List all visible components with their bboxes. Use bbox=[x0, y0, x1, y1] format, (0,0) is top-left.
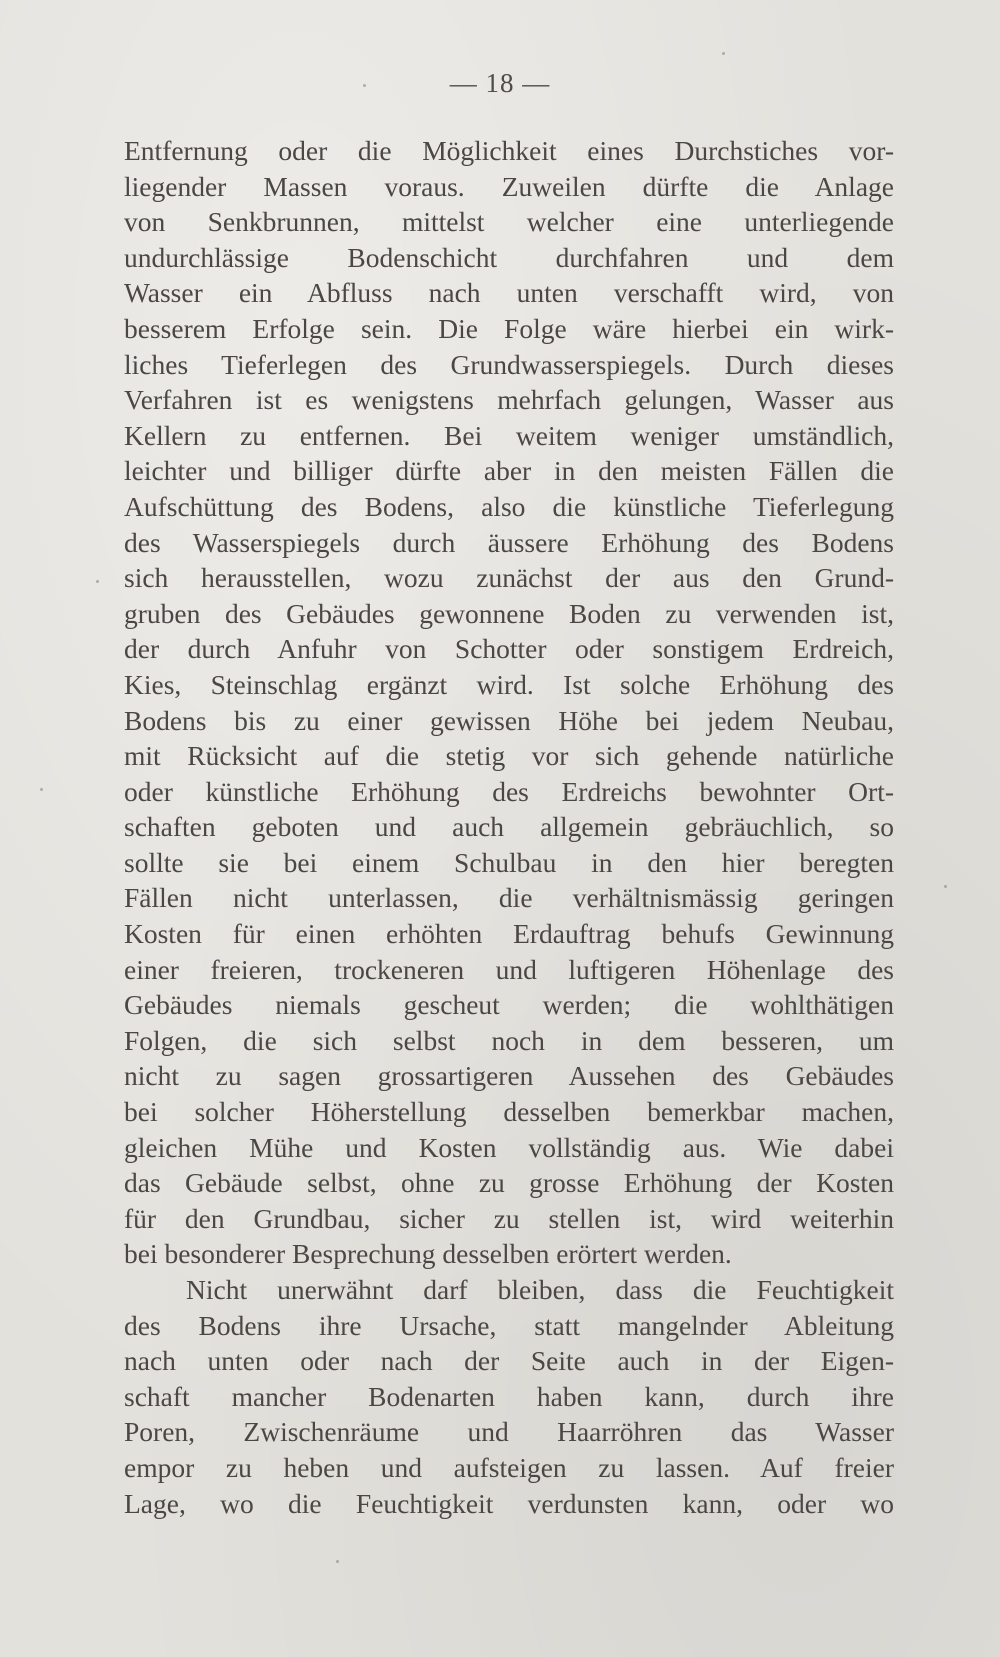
text-line: liegender Massen voraus. Zuweilen dürfte die Anlage bbox=[124, 170, 894, 202]
text-line: Kosten für einen erhöhten Erdauftrag behufs Gewinnung bbox=[124, 918, 894, 950]
text-line: von Senkbrunnen, mittelst welcher eine unterliegende bbox=[124, 206, 894, 238]
text-line: Poren, Zwischenräume und Haarröhren das Wasser bbox=[124, 1416, 894, 1448]
body-text bbox=[124, 133, 894, 1521]
text-line: schaft mancher Bodenarten haben kann, durch ihre bbox=[124, 1380, 894, 1412]
text-line: des Bodens ihre Ursache, statt mangelnder Ableitung bbox=[124, 1309, 894, 1341]
text-line: gleichen Mühe und Kosten vollständig aus. Wie dabei bbox=[124, 1131, 894, 1163]
text-line: besserem Erfolge sein. Die Folge wäre hierbei ein wirk- bbox=[124, 312, 894, 344]
text-line: sich herausstellen, wozu zunächst der aus den Grund- bbox=[124, 562, 894, 594]
text-line: Wasser ein Abfluss nach unten verschafft wird, von bbox=[124, 277, 894, 309]
paper-speck bbox=[96, 580, 99, 583]
text-line: empor zu heben und aufsteigen zu lassen. Auf freier bbox=[124, 1451, 894, 1483]
text-line: Verfahren ist es wenigstens mehrfach gelungen, Wasser aus bbox=[124, 384, 894, 416]
text-line: einer freieren, trockeneren und luftigeren Höhenlage des bbox=[124, 953, 894, 985]
text-line: Kellern zu entfernen. Bei weitem weniger umständlich, bbox=[124, 419, 894, 451]
page-number: — 18 — bbox=[449, 68, 551, 98]
text-line: nicht zu sagen grossartigeren Aussehen des Gebäudes bbox=[124, 1060, 894, 1092]
text-line: leichter und billiger dürfte aber in den meisten Fällen die bbox=[124, 455, 894, 487]
text-line: für den Grundbau, sicher zu stellen ist, wird weiterhin bbox=[124, 1202, 894, 1234]
text-line: sollte sie bei einem Schulbau in den hier beregten bbox=[124, 846, 894, 878]
text-line: Lage, wo die Feuchtigkeit verdunsten kann, oder wo bbox=[124, 1487, 894, 1519]
paper-speck bbox=[722, 52, 725, 55]
text-line: undurchlässige Bodenschicht durchfahren und dem bbox=[124, 241, 894, 273]
text-line: des Wasserspiegels durch äussere Erhöhung des Bodens bbox=[124, 526, 894, 558]
text-line: Bodens bis zu einer gewissen Höhe bei jedem Neubau, bbox=[124, 704, 894, 736]
paper-speck bbox=[40, 788, 43, 791]
text-line: Kies, Steinschlag ergänzt wird. Ist solche Erhöhung des bbox=[124, 668, 894, 700]
paper-speck bbox=[336, 1560, 339, 1563]
text-line: das Gebäude selbst, ohne zu grosse Erhöhung der Kosten bbox=[124, 1167, 894, 1199]
text-line: bei solcher Höherstellung desselben bemerkbar machen, bbox=[124, 1096, 894, 1128]
paragraph-start-line: Nicht unerwähnt darf bleiben, dass die Feuchtigkeit bbox=[186, 1274, 894, 1305]
text-line: Folgen, die sich selbst noch in dem besseren, um bbox=[124, 1024, 894, 1056]
text-line: nach unten oder nach der Seite auch in der Eigen- bbox=[124, 1345, 894, 1377]
text-line: Fällen nicht unterlassen, die verhältnismässig geringen bbox=[124, 882, 894, 914]
text-line: liches Tieferlegen des Grundwasserspiegels. Durch dieses bbox=[124, 348, 894, 380]
text-line: schaften geboten und auch allgemein gebräuchlich, so bbox=[124, 811, 894, 843]
text-line: mit Rücksicht auf die stetig vor sich gehende natürliche bbox=[124, 740, 894, 772]
text-line: Entfernung oder die Möglichkeit eines Durchstiches vor- bbox=[124, 135, 894, 166]
paper-speck bbox=[363, 84, 366, 87]
paragraph-end-line: bei besonderer Besprechung desselben erörtert werden. bbox=[124, 1238, 732, 1270]
paper-speck bbox=[944, 885, 947, 888]
text-line: oder künstliche Erhöhung des Erdreichs bewohnter Ort- bbox=[124, 775, 894, 807]
text-line: Aufschüttung des Bodens, also die künstliche Tieferlegung bbox=[124, 490, 894, 522]
text-line: gruben des Gebäudes gewonnene Boden zu verwenden ist, bbox=[124, 597, 894, 629]
text-line: Gebäudes niemals gescheut werden; die wohlthätigen bbox=[124, 989, 894, 1021]
text-line: der durch Anfuhr von Schotter oder sonstigem Erdreich, bbox=[124, 633, 894, 665]
